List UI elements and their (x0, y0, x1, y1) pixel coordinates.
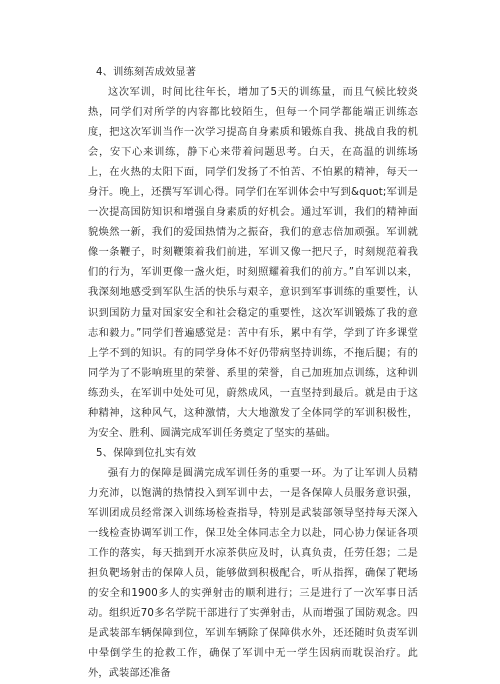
section-paragraph-training: 这次军训，时间比往年长，增加了5天的训练量，而且气候比较炎热，同学们对所学的内容都比较陌生，但每一个同学都能端正训练态度，把这次军训当作一次学习提高自身素质和锻炼自我、挑战自我的机会，安下心来训练，静下心来带着问题思考。白天，在高温的训练场上，在火热的太阳下面，同学们发扬了不怕苦、不怕累的精神，每天一身汗。晚上，还撰写军训心得。同学们在军训体会中写到&quot;军训是一次提高国防知识和增强自身素质的好机会。通过军训，我们的精神面貌焕然一新，我们的爱国热情为之振奋，我们的意志倍加顽强。军训就像一条鞭子，时刻鞭策着我们前进，军训又像一把尺子，时刻规范着我们的行为，军训更像一盏火炬，时刻照耀着我们的前方。”自军训以来，我深刻地感受到军队生活的快乐与艰辛，意识到军事训练的重要性，认识到国防力量对国家安全和社会稳定的重要性，这次军训锻炼了我的意志和毅力。”同学们普遍感觉是：苦中有乐，累中有学，学到了许多课堂上学不到的知识。有的同学身体不好仍带病坚持训练，不拖后腿；有的同学为了不影响班里的荣誉、系里的荣誉，自己加班加点训练，这种训练劲头，在军训中处处可见，蔚然成风，一直坚持到最后。就是由于这种精神，这种风气，这种激情，大大地激发了全体同学的军训积极性，为安全、胜利、圆满完成军训任务奠定了坚实的基础。 (88, 87, 418, 439)
section-heading-training: 4、训练刻苦成效显著 (96, 67, 197, 78)
section-paragraph-support: 强有力的保障是圆满完成军训任务的重要一环。为了让军训人员精力充沛，以饱满的热情投入到军训中去，一是各保障人员服务意识强，军训团成员经常深入训练场检查指导，特别是武装部领导坚持每天深入一线检查协调军训工作，保卫处全体同志全力以赴，同心协力保证各项工作的落实，每天拙到开水凉茶供应及时，认真负责，任劳任怨；二是担负靶场射击的保障人员，能够做到积极配合，听从指挥，确保了靶场的安全和1900多人的实弹射击的顺利进行；三是进行了一次军事日活动。组织近70多名学院干部进行了实弹射击，从而增强了国防观念。四是武装部车辆保障到位，军训车辆除了保障供水外，还还随时负责军训中晕倒学生的抢救工作，确保了军训中无一学生因病而耽误治疗。此外，武装部还准备 (88, 467, 418, 680)
document-body (88, 63, 418, 684)
section-heading-support: 5、保障到位扎实有效 (96, 447, 197, 459)
